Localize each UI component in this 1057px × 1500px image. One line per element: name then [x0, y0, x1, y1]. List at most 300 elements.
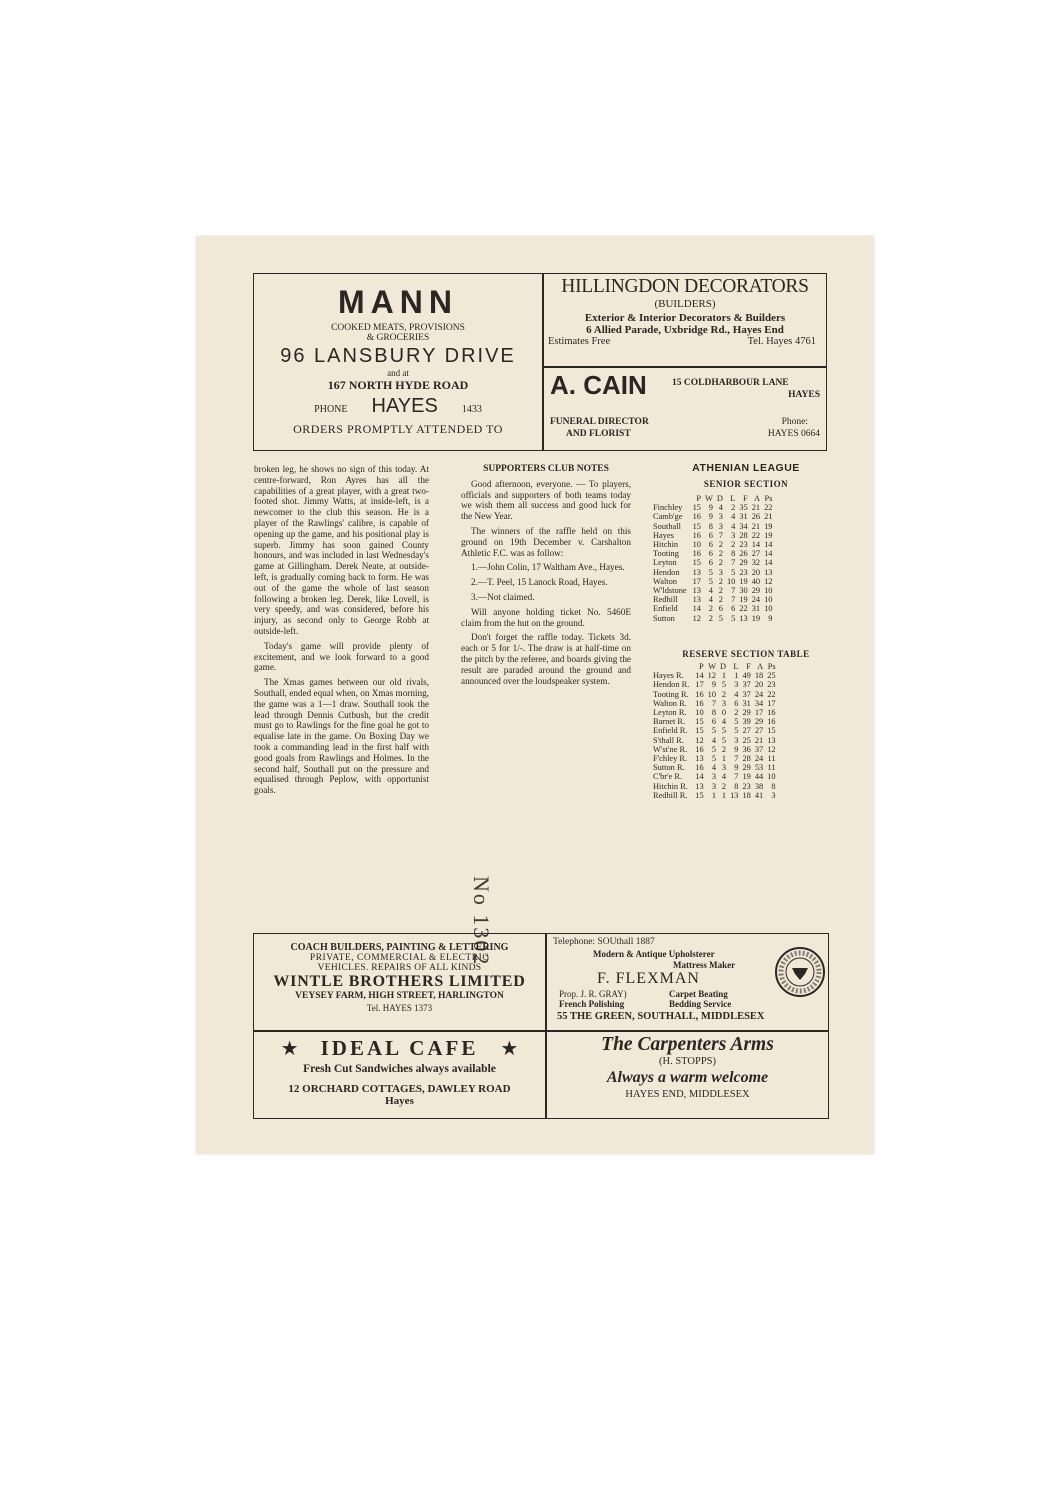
- supporters-p2: The winners of the raffle held on this ground on 19th December v. Carshalton Athletic F.C. was as follow:: [461, 525, 631, 558]
- column-header: F: [743, 494, 748, 503]
- cain-role1: FUNERAL DIRECTOR: [550, 417, 649, 427]
- flexman-telephone: Telephone: SOUthall 1887: [553, 937, 655, 947]
- flexman-ad: [547, 934, 828, 1030]
- stat-cell: 13: [692, 567, 701, 577]
- stat-cell: 4: [734, 689, 739, 699]
- stat-cell: 22: [739, 604, 748, 614]
- stat-cell: 19: [739, 576, 748, 586]
- column-header: A: [757, 662, 764, 671]
- stat-cell: 15: [695, 790, 704, 800]
- stat-cell: 14: [764, 540, 773, 550]
- mann-address2: 167 NORTH HYDE ROAD: [327, 378, 469, 392]
- stat-cell: 19: [764, 521, 773, 531]
- stat-cell: 2: [721, 689, 727, 699]
- stat-cell: 4: [708, 595, 713, 605]
- stat-cell: 28: [739, 530, 748, 540]
- mann-phone-no: 1433: [461, 404, 482, 415]
- stat-cell: 2: [708, 604, 713, 614]
- hillingdon-estimates: Estimates Free: [548, 336, 611, 347]
- stat-cell: 37: [742, 680, 751, 690]
- stat-cell: 18: [742, 790, 751, 800]
- stat-cell: 5: [731, 613, 736, 623]
- stat-cell: 3: [718, 512, 723, 522]
- stat-cell: 28: [742, 754, 751, 764]
- stat-cell: 9: [711, 680, 717, 690]
- stat-cell: 19: [764, 530, 773, 540]
- stat-cell: 16: [692, 512, 701, 522]
- wintle-tel: Tel. HAYES 1373: [366, 1003, 433, 1013]
- column-header: P: [699, 662, 704, 671]
- stat-cell: 7: [731, 595, 736, 605]
- mann-ad: [254, 274, 542, 450]
- stat-cell: 2: [718, 549, 723, 559]
- upholsterers-seal-icon: [775, 938, 825, 1006]
- mann-footer: ORDERS PROMPTLY ATTENDED TO: [293, 422, 503, 436]
- mann-line1: COOKED MEATS, PROVISIONS: [331, 323, 465, 333]
- stat-cell: 20: [754, 680, 764, 690]
- table-row: [651, 699, 778, 708]
- mann-phone-row: [254, 395, 542, 418]
- table-row: [651, 680, 778, 689]
- hillingdon-footer-row: [544, 336, 826, 347]
- flexman-address: 55 THE GREEN, SOUTHALL, MIDDLESEX: [557, 1011, 765, 1022]
- column-1: [254, 464, 429, 800]
- table-row: [651, 568, 774, 577]
- stat-cell: 10: [692, 540, 701, 550]
- stat-cell: 13: [692, 586, 701, 596]
- flexman-prop: Prop. J. R. GRAY): [559, 989, 627, 999]
- stat-cell: 8: [711, 708, 717, 718]
- flexman-line2: Mattress Maker: [673, 960, 736, 970]
- table-header-row: [651, 494, 774, 503]
- stat-cell: 12: [692, 613, 701, 623]
- stat-cell: 6: [708, 540, 713, 550]
- table-row: [651, 512, 774, 521]
- carpenters-address: HAYES END, MIDDLESEX: [625, 1089, 750, 1100]
- cain-ad: [544, 368, 826, 450]
- stat-cell: 16: [767, 717, 776, 727]
- stat-cell: 24: [754, 689, 764, 699]
- stat-cell: 9: [708, 512, 713, 522]
- cain-name: A. CAIN: [550, 370, 647, 400]
- stat-cell: 5: [721, 735, 727, 745]
- stat-cell: 5: [734, 726, 739, 736]
- stat-cell: 29: [751, 586, 761, 596]
- stat-cell: 6: [718, 604, 723, 614]
- ideal-line1: Fresh Cut Sandwiches always available: [303, 1063, 496, 1075]
- carpenters-slogan: Always a warm welcome: [606, 1069, 769, 1086]
- team-name: Redhill R.: [653, 790, 688, 800]
- stat-cell: 7: [711, 698, 717, 708]
- league-title: ATHENIAN LEAGUE: [692, 462, 800, 474]
- table-row: [651, 604, 774, 613]
- stat-cell: 32: [751, 558, 761, 568]
- column-header: W: [704, 494, 713, 503]
- stat-cell: 23: [767, 680, 776, 690]
- stat-cell: 12: [707, 671, 717, 681]
- stat-cell: 14: [695, 671, 704, 681]
- table-row: [651, 577, 774, 586]
- stat-cell: 13: [695, 781, 704, 791]
- winner-1: 1.—John Colin, 17 Waltham Ave., Hayes.: [471, 562, 625, 573]
- stat-cell: 19: [742, 772, 751, 782]
- stat-cell: 5: [711, 754, 717, 764]
- stat-cell: 25: [742, 735, 751, 745]
- stat-cell: 5: [734, 717, 739, 727]
- table-row: [651, 763, 778, 772]
- table-row: [651, 690, 778, 699]
- stat-cell: 6: [708, 530, 713, 540]
- column-header: P: [696, 494, 701, 503]
- wintle-line1: COACH BUILDERS, PAINTING & LETTERING: [290, 942, 509, 953]
- stat-cell: 7: [731, 586, 736, 596]
- stat-cell: 31: [742, 698, 751, 708]
- flexman-bedding: Bedding Service: [669, 999, 732, 1009]
- stat-cell: 23: [739, 540, 748, 550]
- stat-cell: 5: [731, 567, 736, 577]
- stat-cell: 2: [718, 540, 723, 550]
- stat-cell: 34: [754, 698, 764, 708]
- senior-table: [651, 494, 774, 623]
- league-tables: [651, 462, 841, 800]
- hillingdon-title: HILLINGDON DECORATORS: [561, 276, 809, 297]
- wintle-name: WINTLE BROTHERS LIMITED: [273, 973, 526, 990]
- team-name: Sutton: [653, 613, 675, 623]
- stat-cell: 3: [771, 790, 776, 800]
- stat-cell: 14: [764, 549, 773, 559]
- table-row: [651, 717, 778, 726]
- stat-cell: 5: [711, 726, 717, 736]
- table-row: [651, 745, 778, 754]
- mann-line2: & GROCERIES: [366, 333, 430, 343]
- stat-cell: 1: [721, 790, 727, 800]
- stat-cell: 8: [708, 521, 713, 531]
- stat-cell: 15: [692, 503, 701, 513]
- stat-cell: 37: [742, 689, 751, 699]
- carpenters-name: The Carpenters Arms: [601, 1034, 774, 1055]
- stat-cell: 12: [764, 576, 773, 586]
- stat-cell: 21: [754, 735, 764, 745]
- stat-cell: 17: [767, 698, 776, 708]
- table-row: [651, 549, 774, 558]
- stat-cell: 1: [721, 671, 727, 681]
- stat-cell: 11: [767, 763, 776, 773]
- table-row: [651, 558, 774, 567]
- ideal-line2: 12 ORCHARD COTTAGES, DAWLEY ROAD: [288, 1083, 511, 1095]
- header-blank: [651, 494, 691, 503]
- cain-phone: HAYES 0664: [767, 429, 820, 439]
- column-header: D: [716, 494, 723, 503]
- stat-cell: 2: [731, 503, 736, 513]
- column-header: Ps: [764, 494, 773, 503]
- stat-cell: 37: [754, 744, 764, 754]
- stat-cell: 4: [721, 772, 727, 782]
- stat-cell: 12: [695, 735, 704, 745]
- stat-cell: 25: [767, 671, 776, 681]
- stat-cell: 14: [692, 604, 701, 614]
- stat-cell: 5: [721, 680, 727, 690]
- stat-cell: 9: [734, 763, 739, 773]
- stat-cell: 3: [734, 680, 739, 690]
- stat-cell: 6: [708, 558, 713, 568]
- top-ads-box: [253, 273, 827, 451]
- serial-number: No 1302: [469, 876, 494, 967]
- hillingdon-line1: Exterior & Interior Decorators & Builders: [584, 312, 786, 324]
- stat-cell: 8: [731, 549, 736, 559]
- stat-cell: 14: [751, 540, 761, 550]
- stat-cell: 29: [742, 708, 751, 718]
- stat-cell: 27: [754, 726, 764, 736]
- stat-cell: 13: [692, 595, 701, 605]
- stat-cell: 38: [754, 781, 764, 791]
- wintle-address: VEYSEY FARM, HIGH STREET, HARLINGTON: [295, 991, 504, 1001]
- cain-phone-label: Phone:: [781, 417, 808, 427]
- team-name: Leyton R.: [653, 708, 687, 718]
- stat-cell: 8: [771, 781, 776, 791]
- ideal-line3: Hayes: [385, 1095, 414, 1107]
- team-name: W'st'ne R.: [653, 744, 688, 754]
- team-name: F'chley R.: [653, 754, 688, 764]
- mann-title: MANN: [338, 284, 458, 320]
- team-name: Hendon: [653, 567, 680, 577]
- col1-paragraph: The Xmas games between our old rivals, Southall, ended equal when, on Xmas morning, the game was a 1—1 draw. Southall took the lead through Dennis Cutbush, but the credit must go to Rawlings for the fine goal he got to equalise late in the game. On Boxing Day we took a commanding lead in the first half with good goals from Rawlings and Holmes. In the second half, Southall put on the pressure and equalised through Peplow, with opportunist goals.: [254, 677, 429, 796]
- team-name: Hitchin: [653, 540, 679, 550]
- column-header: Ps: [767, 662, 776, 671]
- stat-cell: 9: [708, 503, 713, 513]
- team-name: S'thall R.: [653, 735, 684, 745]
- table-row: [651, 736, 778, 745]
- stat-cell: 2: [718, 576, 723, 586]
- stat-cell: 10: [726, 576, 736, 586]
- header-blank: [651, 662, 693, 671]
- table-row: [651, 754, 778, 763]
- stat-cell: 2: [708, 613, 713, 623]
- stat-cell: 53: [754, 763, 764, 773]
- table-row: [651, 503, 774, 512]
- table-row: [651, 586, 774, 595]
- star-icon: ★: [280, 1038, 299, 1060]
- supporters-p1: Good afternoon, everyone. — To players, officials and supporters of both teams today we wish them all success and good luck for the New Year.: [461, 478, 631, 522]
- stat-cell: 21: [764, 512, 773, 522]
- table-row: [651, 614, 774, 623]
- stat-cell: 10: [764, 604, 773, 614]
- stat-cell: 4: [731, 521, 736, 531]
- stat-cell: 10: [764, 595, 773, 605]
- stat-cell: 27: [742, 726, 751, 736]
- stat-cell: 16: [695, 744, 704, 754]
- programme-page: [196, 236, 874, 1154]
- team-name: Hayes: [653, 530, 674, 540]
- stat-cell: 2: [721, 781, 727, 791]
- stat-cell: 17: [692, 576, 701, 586]
- flexman-carpet: Carpet Beating: [669, 989, 728, 999]
- winner-2: 2.—T. Peel, 15 Lanock Road, Hayes.: [471, 577, 608, 588]
- stat-cell: 23: [739, 567, 748, 577]
- stat-cell: 0: [721, 708, 727, 718]
- winner-3: 3.—Not claimed.: [471, 591, 535, 602]
- stat-cell: 1: [711, 790, 717, 800]
- stat-cell: 3: [734, 735, 739, 745]
- stat-cell: 8: [734, 781, 739, 791]
- stat-cell: 7: [718, 530, 723, 540]
- flexman-name: F. FLEXMAN: [597, 970, 700, 987]
- team-name: Finchley: [653, 503, 683, 513]
- stat-cell: 12: [767, 744, 776, 754]
- table-row: [651, 791, 778, 800]
- column-header: A: [754, 494, 761, 503]
- stat-cell: 15: [695, 726, 704, 736]
- stat-cell: 39: [742, 717, 751, 727]
- hillingdon-sub: (BUILDERS): [654, 298, 716, 310]
- stat-cell: 29: [739, 558, 748, 568]
- wintle-ad: [254, 942, 545, 1013]
- stat-cell: 2: [731, 540, 736, 550]
- stat-cell: 1: [721, 754, 727, 764]
- flexman-french: French Polishing: [559, 999, 625, 1009]
- stat-cell: 17: [754, 708, 764, 718]
- team-name: Southall: [653, 521, 681, 531]
- team-name: Enfield R.: [653, 726, 688, 736]
- stat-cell: 9: [768, 613, 773, 623]
- stat-cell: 3: [731, 530, 736, 540]
- bottom-ads-box: [253, 933, 829, 1119]
- cain-address1: 15 COLDHARBOUR LANE: [672, 378, 789, 388]
- stat-cell: 24: [754, 754, 764, 764]
- stat-cell: 13: [767, 735, 776, 745]
- stat-cell: 3: [721, 698, 727, 708]
- stat-cell: 3: [718, 567, 723, 577]
- stat-cell: 4: [711, 735, 717, 745]
- table-row: [651, 522, 774, 531]
- table-row: [651, 540, 774, 549]
- stat-cell: 6: [711, 717, 717, 727]
- stat-cell: 1: [734, 671, 739, 681]
- stat-cell: 3: [711, 781, 717, 791]
- stat-cell: 22: [751, 530, 761, 540]
- stat-cell: 41: [754, 790, 764, 800]
- stat-cell: 2: [718, 558, 723, 568]
- stat-cell: 15: [692, 558, 701, 568]
- stat-cell: 26: [751, 512, 761, 522]
- team-name: Walton R.: [653, 698, 687, 708]
- stat-cell: 2: [718, 586, 723, 596]
- stat-cell: 16: [695, 698, 704, 708]
- stat-cell: 4: [721, 717, 727, 727]
- stat-cell: 10: [764, 586, 773, 596]
- team-name: Hitchin R.: [653, 781, 688, 791]
- hillingdon-line2: 6 Allied Parade, Uxbridge Rd., Hayes End: [586, 324, 784, 336]
- team-name: Tooting R.: [653, 689, 689, 699]
- table-row: [651, 772, 778, 781]
- stat-cell: 10: [707, 689, 717, 699]
- wintle-line3: VEHICLES. REPAIRS OF ALL KINDS: [317, 963, 482, 973]
- stat-cell: 10: [767, 772, 776, 782]
- stat-cell: 3: [718, 521, 723, 531]
- team-name: Leyton: [653, 558, 677, 568]
- column-header: F: [746, 662, 751, 671]
- cain-address2: HAYES: [788, 390, 820, 400]
- supporters-p3: Will anyone holding ticket No. 5460E claim from the hut on the ground.: [461, 606, 631, 628]
- stat-cell: 14: [764, 558, 773, 568]
- stat-cell: 3: [721, 763, 727, 773]
- stat-cell: 49: [742, 671, 751, 681]
- ideal-title-row: [254, 1036, 545, 1061]
- mann-and-at: and at: [387, 368, 409, 378]
- stat-cell: 13: [730, 790, 739, 800]
- stat-cell: 4: [731, 512, 736, 522]
- stat-cell: 15: [692, 521, 701, 531]
- stat-cell: 2: [721, 744, 727, 754]
- team-name: Walton: [653, 576, 677, 586]
- stat-cell: 40: [751, 576, 761, 586]
- stat-cell: 9: [734, 744, 739, 754]
- stat-cell: 13: [695, 754, 704, 764]
- stat-cell: 30: [739, 586, 748, 596]
- stat-cell: 21: [751, 503, 761, 513]
- stat-cell: 6: [731, 604, 736, 614]
- mann-address: 96 LANSBURY DRIVE: [280, 345, 516, 367]
- stat-cell: 5: [721, 726, 727, 736]
- mann-phone-label: PHONE: [314, 404, 348, 415]
- mann-town: HAYES: [371, 395, 438, 417]
- stat-cell: 5: [708, 576, 713, 586]
- stat-cell: 36: [742, 744, 751, 754]
- stat-cell: 5: [708, 567, 713, 577]
- stat-cell: 19: [739, 595, 748, 605]
- stat-cell: 29: [754, 717, 764, 727]
- stat-cell: 4: [708, 586, 713, 596]
- stat-cell: 6: [734, 698, 739, 708]
- stat-cell: 5: [718, 613, 723, 623]
- table-header-row: [651, 662, 778, 671]
- team-name: Sutton R.: [653, 763, 685, 773]
- column-2: [461, 464, 631, 690]
- team-name: Barnet R.: [653, 717, 686, 727]
- table-row: [651, 531, 774, 540]
- senior-title: SENIOR SECTION: [703, 479, 789, 489]
- supporters-heading: SUPPORTERS CLUB NOTES: [483, 464, 609, 474]
- stat-cell: 35: [739, 503, 748, 513]
- wintle-line2: PRIVATE, COMMERCIAL & ELECTRIC: [309, 953, 490, 963]
- team-name: Enfield: [653, 604, 678, 614]
- stat-cell: 16: [692, 549, 701, 559]
- column-header: W: [708, 662, 717, 671]
- stat-cell: 16: [692, 530, 701, 540]
- stat-cell: 6: [708, 549, 713, 559]
- stat-cell: 16: [695, 763, 704, 773]
- table-row: [651, 708, 778, 717]
- stat-cell: 14: [695, 772, 704, 782]
- flexman-line1: Modern & Antique Upholsterer: [593, 949, 715, 959]
- stat-cell: 7: [734, 754, 739, 764]
- table-row: [651, 595, 774, 604]
- stat-cell: 18: [754, 671, 764, 681]
- stat-cell: 34: [739, 521, 748, 531]
- stat-cell: 22: [764, 503, 773, 513]
- stat-cell: 19: [751, 613, 761, 623]
- hillingdon-ad: [544, 274, 826, 366]
- stat-cell: 31: [751, 604, 761, 614]
- column-header: D: [720, 662, 727, 671]
- stat-cell: 10: [695, 708, 704, 718]
- stat-cell: 29: [742, 763, 751, 773]
- reserve-table: [651, 662, 778, 800]
- stat-cell: 11: [767, 754, 776, 764]
- stat-cell: 5: [711, 744, 717, 754]
- team-name: W'ldstone: [653, 586, 687, 596]
- stat-cell: 23: [742, 781, 751, 791]
- hillingdon-tel: Tel. Hayes 4761: [747, 336, 816, 347]
